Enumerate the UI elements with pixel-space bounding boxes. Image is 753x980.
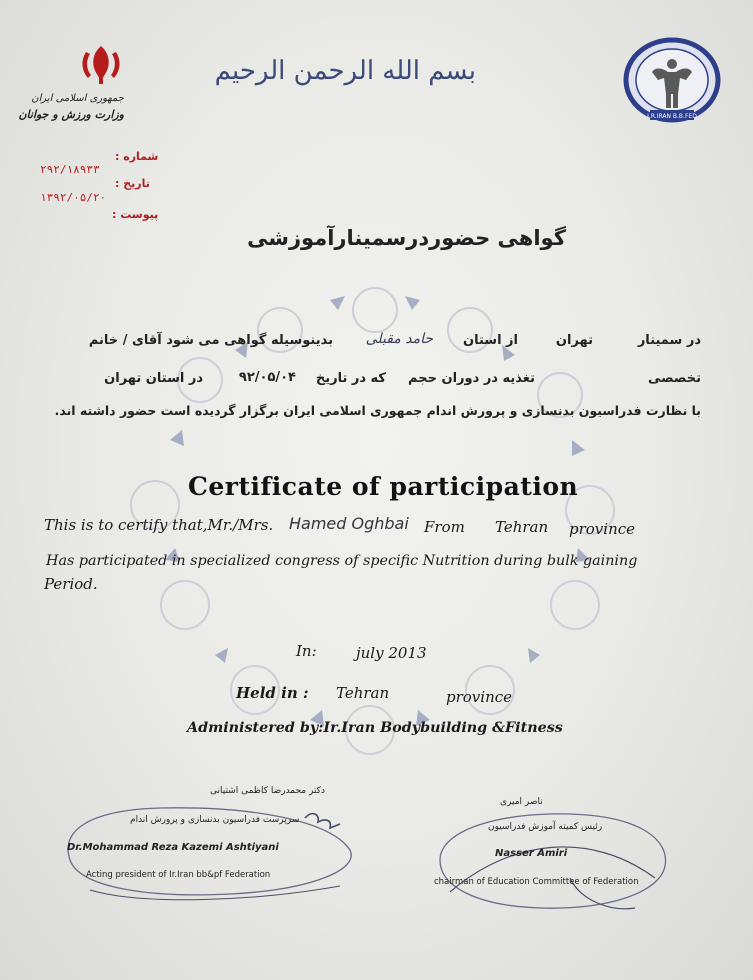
certify-prefix: This is to certify that,Mr./Mrs. [44, 516, 274, 534]
held-label: Held in : [236, 684, 309, 702]
left-title-fa: سرپرست فدراسیون بدنسازی و پرورش اندام [130, 815, 300, 825]
right-stamp [420, 800, 680, 920]
held-city: Tehran [336, 684, 390, 702]
administered-by: Administered by:Ir.Iran Bodybuilding &Fitness [187, 720, 563, 736]
left-name-en: Dr.Mohammad Reza Kazemi Ashtiyani [67, 842, 279, 853]
right-title-en: chairman of Education Committee of Federation [434, 877, 639, 887]
federation-logo-text: I.R.IRAN B.B.FED [647, 113, 697, 120]
persian-line1-part2: از استان [463, 333, 518, 348]
ministry-line-1: جمهوری اسلامی ایران [31, 93, 124, 104]
right-name-en: Nasser Amiri [495, 848, 568, 859]
federation-logo-icon [622, 36, 722, 128]
in-label: In: [296, 642, 317, 660]
persian-line1-part3: در سمینار [637, 333, 701, 348]
english-title: Certificate of participation [188, 472, 579, 501]
certify-name: Hamed Oghbai [289, 514, 409, 533]
left-name-fa: دکتر محمدرضا کاظمی اشتیانی [210, 786, 325, 796]
persian-line3: با نظارت فدراسیون بدنسازی و پرورش اندام جمهوری اسلامی ایران برگزار گردیده است حضور داشته اند. [54, 403, 701, 418]
right-title-fa: رئیس کمیته آموزش فدراسیون [488, 822, 603, 832]
persian-line2-part1: تخصصی [647, 371, 701, 386]
basmala: بسم الله الرحمن الرحیم [214, 56, 476, 86]
from-label: From [424, 518, 465, 536]
date-value: ۱۳۹۲/۰۵/۲۰ [40, 191, 107, 204]
persian-line2-part2: تغذیه در دوران حجم [408, 371, 535, 386]
persian-title: گواهی حضوردرسمینارآموزشی [247, 226, 566, 250]
date-label: تاریخ : [115, 177, 150, 190]
persian-line1-province: تهران [555, 333, 593, 348]
persian-line2-part3: که در تاریخ [315, 371, 386, 386]
persian-line2-part4: در استان تهران [104, 371, 203, 386]
participated-line-2: Period. [44, 575, 98, 593]
persian-line2-date: ۹۲/۰۵/۰۴ [238, 370, 296, 385]
left-title-en: Acting president of Ir.Iran bb&pf Federation [86, 870, 271, 880]
held-province: province [446, 688, 513, 706]
participated-line-1: Has participated in specialized congress of specific Nutrition during bulk gaining [46, 553, 638, 569]
right-name-fa: ناصر امیری [500, 797, 543, 807]
event-date: july 2013 [356, 644, 427, 662]
persian-line1-part1: بدینوسیله گواهی می شود آقای / خانم [88, 333, 333, 348]
iran-emblem-icon [78, 42, 124, 86]
number-label: شماره : [115, 150, 159, 163]
ministry-line-2: وزارت ورزش و جوانان [18, 108, 124, 121]
province-name: Tehran [495, 518, 549, 536]
persian-line1-name: حامد مقبلی [365, 331, 433, 347]
attachment-label: پیوست : [112, 208, 159, 221]
number-value: ۲۹۲/۱۸۹۳۳ [40, 163, 100, 176]
province-label: province [569, 520, 636, 538]
